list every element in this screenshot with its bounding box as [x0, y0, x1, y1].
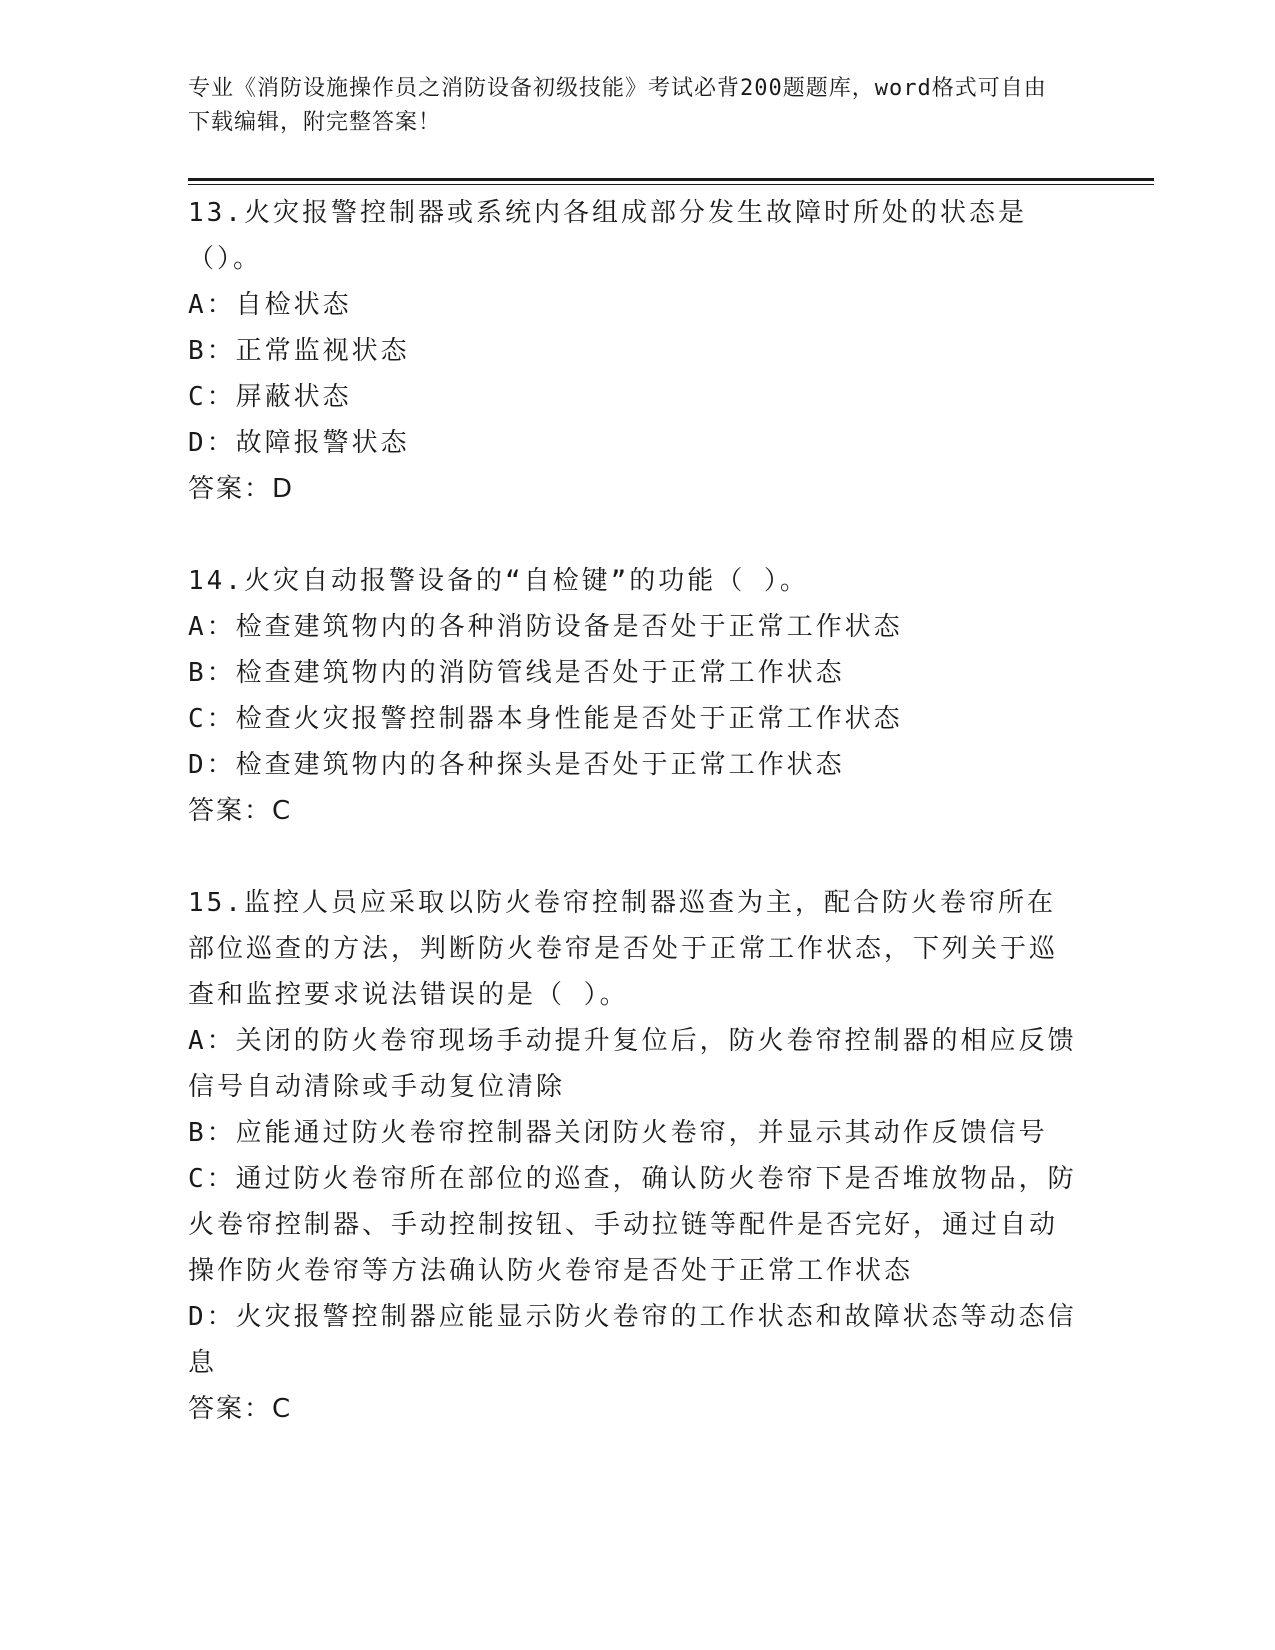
option-c: C：通过防火卷帘所在部位的巡查，确认防火卷帘下是否堆放物品，防火卷帘控制器、手动控制按钮、手动拉链等配件是否完好，通过自动操作防火卷帘等方法确认防火卷帘是否处于正常工作状态 [188, 1164, 1077, 1286]
option-a: A：自检状态 [188, 290, 352, 320]
option-b: B：正常监视状态 [188, 336, 410, 366]
question-stem: 13.火灾报警控制器或系统内各组成部分发生故障时所处的状态是（）。 [188, 198, 1027, 274]
option-d: D：故障报警状态 [188, 428, 410, 458]
document-header: 专业《消防设施操作员之消防设备初级技能》考试必背200题题库，word格式可自由下载编辑，附完整答案！ [188, 76, 1047, 135]
option-b: B：检查建筑物内的消防管线是否处于正常工作状态 [188, 658, 845, 688]
option-d: D：火灾报警控制器应能显示防火卷帘的工作状态和故障状态等动态信息 [188, 1302, 1077, 1378]
question-15 [188, 880, 1078, 1432]
option-a: A：关闭的防火卷帘现场手动提升复位后，防火卷帘控制器的相应反馈信号自动清除或手动复位清除 [188, 1026, 1077, 1102]
option-a: A：检查建筑物内的各种消防设备是否处于正常工作状态 [188, 612, 903, 642]
question-stem: 14.火灾自动报警设备的“自检键”的功能（ ）。 [188, 566, 809, 596]
option-c: C：检查火灾报警控制器本身性能是否处于正常工作状态 [188, 704, 903, 734]
option-b: B：应能通过防火卷帘控制器关闭防火卷帘，并显示其动作反馈信号 [188, 1118, 1048, 1148]
question-stem: 15.监控人员应采取以防火卷帘控制器巡查为主，配合防火卷帘所在部位巡查的方法，判断防火卷帘是否处于正常工作状态，下列关于巡查和监控要求说法错误的是（ ）。 [188, 888, 1059, 1010]
option-c: C：屏蔽状态 [188, 382, 352, 412]
answer: 答案：D [188, 474, 295, 504]
question-list [188, 190, 1078, 1432]
header-divider-thin [188, 184, 1154, 185]
header-divider-thick [188, 178, 1154, 181]
answer: 答案：C [188, 796, 293, 826]
option-d: D：检查建筑物内的各种探头是否处于正常工作状态 [188, 750, 845, 780]
question-13 [188, 190, 1078, 512]
answer: 答案：C [188, 1394, 293, 1424]
question-14 [188, 558, 1078, 834]
